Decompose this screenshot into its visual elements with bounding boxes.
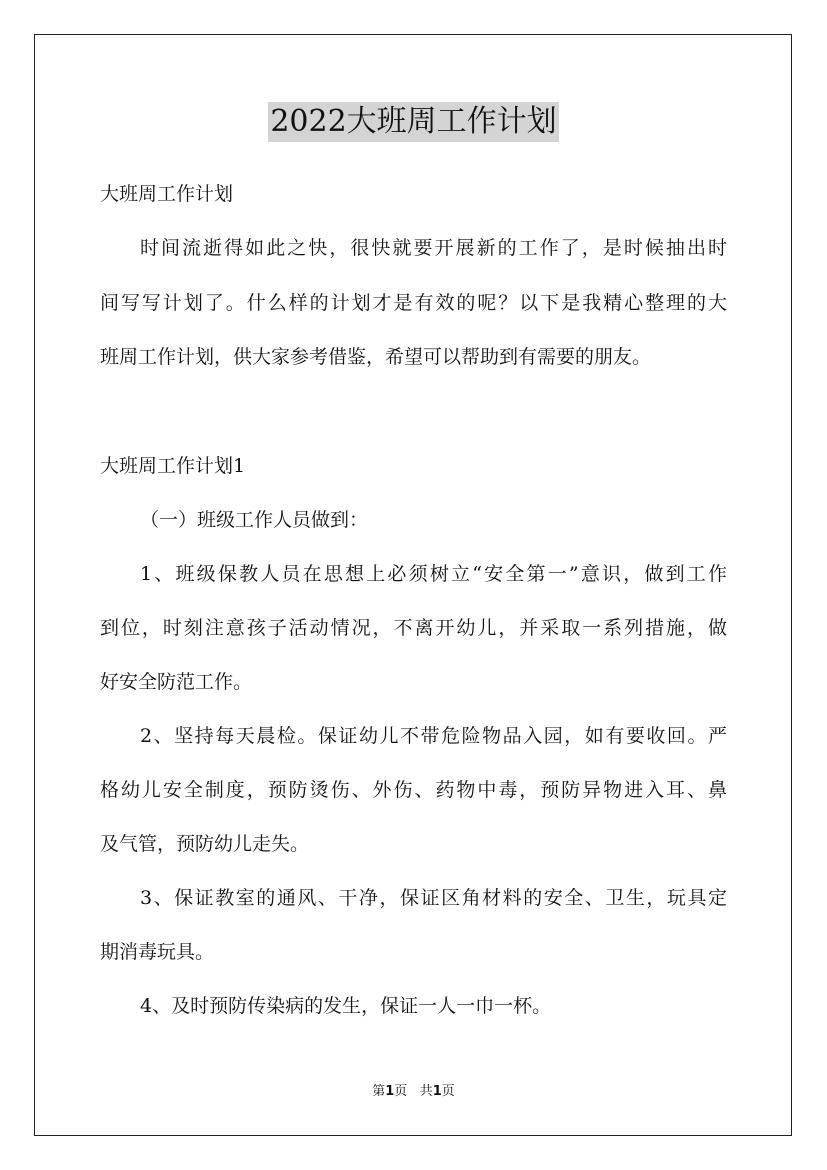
footer-page-prefix: 第 xyxy=(372,1084,386,1099)
section-heading: 大班周工作计划1 xyxy=(100,455,246,477)
item-3-line-1: 3、保证教室的通风、干净，保证区角材料的安全、卫生，玩具定 xyxy=(140,887,727,909)
intro-line-2: 间写写计划了。什么样的计划才是有效的呢？以下是我精心整理的大 xyxy=(100,292,727,314)
item-1-line-1: 1、班级保教人员在思想上必须树立“安全第一”意识，做到工作 xyxy=(140,563,727,585)
title-container xyxy=(0,102,827,142)
footer-total-prefix: 共 xyxy=(419,1084,433,1099)
page-footer xyxy=(0,1083,827,1101)
item-3-line-2: 期消毒玩具。 xyxy=(100,941,215,963)
footer-page-suffix: 页 xyxy=(394,1084,408,1099)
item-1-line-2: 到位，时刻注意孩子活动情况，不离开幼儿，并采取一系列措施，做 xyxy=(100,617,727,639)
document-subtitle: 大班周工作计划 xyxy=(100,183,234,205)
footer-total-suffix: 页 xyxy=(441,1084,455,1099)
item-2-line-2: 格幼儿安全制度，预防烫伤、外伤、药物中毒，预防异物进入耳、鼻 xyxy=(100,779,727,801)
item-2-line-3: 及气管，预防幼儿走失。 xyxy=(100,833,310,855)
item-2-line-1: 2、坚持每天晨检。保证幼儿不带危险物品入园，如有要收回。严 xyxy=(140,725,727,747)
item-1-line-3: 好安全防范工作。 xyxy=(100,671,253,693)
document-title: 2022大班周工作计划 xyxy=(268,102,558,142)
intro-line-3: 班周工作计划，供大家参考借鉴，希望可以帮助到有需要的朋友。 xyxy=(100,346,652,368)
item-4-line-1: 4、及时预防传染病的发生，保证一人一巾一杯。 xyxy=(140,995,552,1017)
intro-line-1: 时间流逝得如此之快，很快就要开展新的工作了，是时候抽出时 xyxy=(140,237,727,259)
subsection-heading: （一）班级工作人员做到： xyxy=(140,509,369,531)
footer-total-number: 1 xyxy=(432,1084,442,1099)
footer-page-number: 1 xyxy=(385,1084,395,1099)
